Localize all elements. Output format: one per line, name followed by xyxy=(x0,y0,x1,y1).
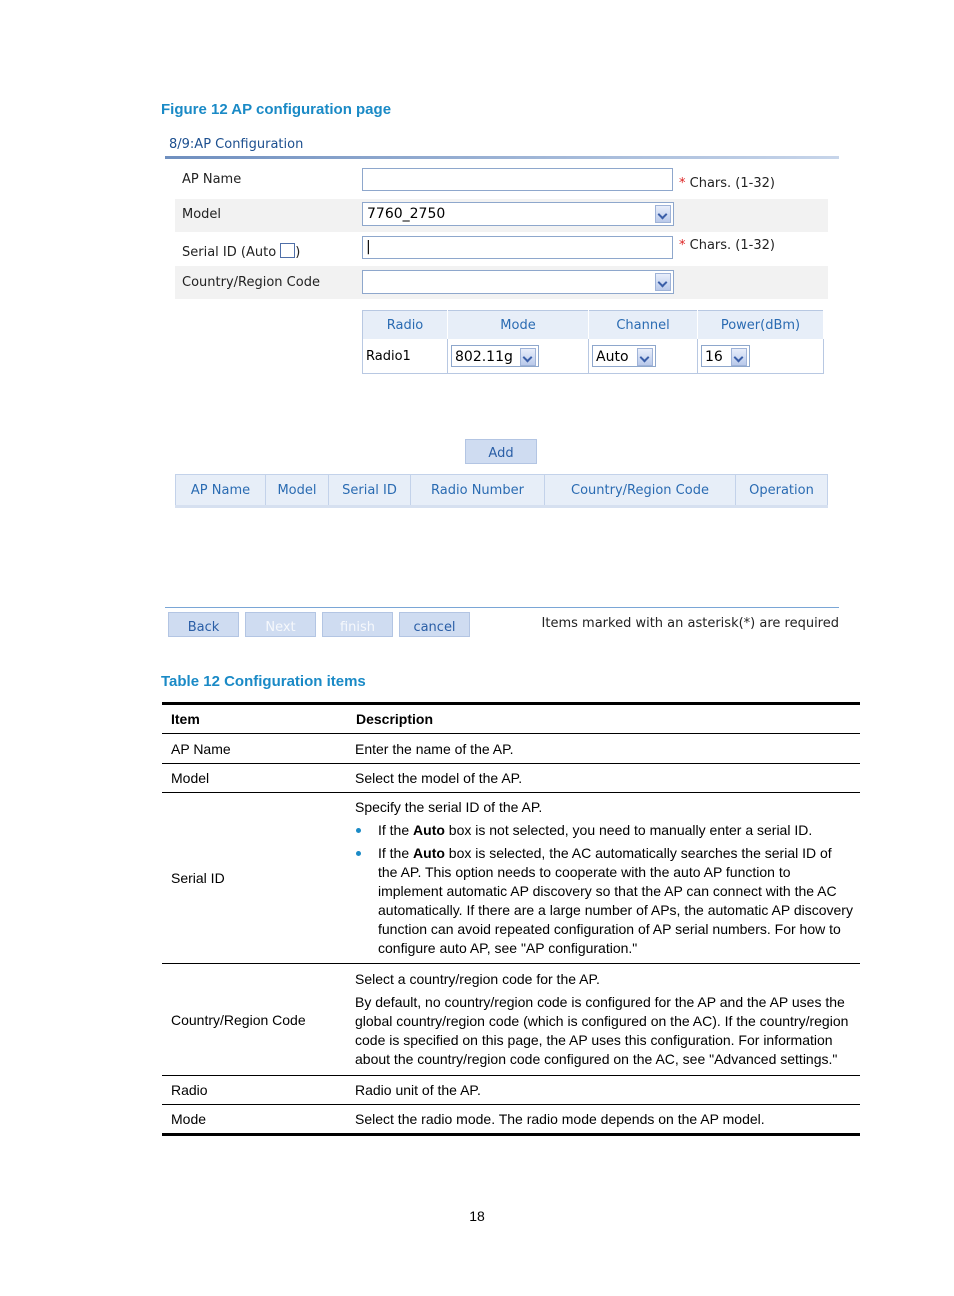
list-header-model[interactable]: Model xyxy=(266,475,329,507)
channel-header: Channel xyxy=(589,311,698,340)
power-cell xyxy=(698,339,824,374)
panel-title: 8/9:AP Configuration xyxy=(169,137,304,152)
list-header-country[interactable]: Country/Region Code xyxy=(545,475,736,507)
back-button[interactable]: Back xyxy=(168,612,239,637)
model-select[interactable] xyxy=(362,202,674,226)
page-number: 18 xyxy=(469,1208,485,1224)
mode-select[interactable]: 802.11g xyxy=(451,345,539,367)
bullet-item: If the Auto box is not selected, you need to manually enter a serial ID. xyxy=(355,821,854,840)
item-cell: Mode xyxy=(162,1105,347,1135)
required-mark: * xyxy=(679,238,686,253)
item-cell: Serial ID xyxy=(162,793,347,964)
finish-button[interactable]: finish xyxy=(322,612,393,637)
radio-cell: Radio1 xyxy=(363,339,448,374)
chevron-down-icon[interactable] xyxy=(520,348,536,366)
radio-header: Radio xyxy=(363,311,448,340)
mode-cell xyxy=(448,339,589,374)
chevron-down-icon[interactable] xyxy=(731,348,747,366)
cancel-button[interactable]: cancel xyxy=(399,612,470,637)
item-cell: Country/Region Code xyxy=(162,964,347,1076)
radio-table xyxy=(362,310,824,374)
desc-cell: Specify the serial ID of the AP. If the Auto box is not selected, you need to manually enter a serial ID. If the Auto box is selected, the AC automatically searches the serial ID of the AP. This option needs to cooperate with the auto AP function to implement automatic AP discovery so that the AP can connect with the AC automatically. If there are a large number of APs, the automatic AP discovery function can avoid repeated configuration of AP serial numbers. For how to configure auto AP, see "AP configuration." xyxy=(347,793,860,964)
item-cell: AP Name xyxy=(162,734,347,764)
channel-cell xyxy=(589,339,698,374)
power-header: Power(dBm) xyxy=(698,311,824,340)
required-mark: * xyxy=(679,176,686,191)
table-row xyxy=(162,764,860,793)
channel-select[interactable]: Auto xyxy=(592,345,656,367)
ap-list-table xyxy=(175,474,828,508)
figure-title: Figure 12 AP configuration page xyxy=(161,101,392,118)
model-value: 7760_2750 xyxy=(367,206,446,222)
ap-name-input[interactable] xyxy=(362,168,673,191)
ap-name-hint: * Chars. (1-32) xyxy=(679,176,775,191)
footer-divider xyxy=(165,607,839,608)
item-cell: Model xyxy=(162,764,347,793)
desc-cell: Enter the name of the AP. xyxy=(347,734,860,764)
table-title: Table 12 Configuration items xyxy=(161,673,366,690)
list-header-ap-name[interactable]: AP Name xyxy=(176,475,266,507)
bullet-item: If the Auto box is selected, the AC automatically searches the serial ID of the AP. This option needs to cooperate with the auto AP function to implement automatic AP discovery so that the AP can connect with the AC automatically. If there are a large number of APs, the automatic AP discovery function can avoid repeated configuration of AP serial numbers. For how to configure auto AP, see "AP configuration." xyxy=(355,844,854,958)
desc-cell: Radio unit of the AP. xyxy=(347,1076,860,1105)
header-item: Item xyxy=(162,704,347,734)
table-row xyxy=(162,793,860,964)
desc-cell: Select the model of the AP. xyxy=(347,764,860,793)
mode-header: Mode xyxy=(448,311,589,340)
serial-hint: * Chars. (1-32) xyxy=(679,238,775,253)
chevron-down-icon[interactable] xyxy=(655,273,671,291)
list-header-serial-id[interactable]: Serial ID xyxy=(329,475,411,507)
table-row xyxy=(162,1076,860,1105)
auto-checkbox[interactable] xyxy=(280,243,295,258)
serial-label: Serial ID (Auto ) xyxy=(182,245,301,260)
ap-name-label: AP Name xyxy=(182,172,242,187)
chevron-down-icon[interactable] xyxy=(655,205,671,223)
list-header-operation[interactable]: Operation xyxy=(736,475,828,507)
table-row xyxy=(162,734,860,764)
config-table xyxy=(162,702,860,1136)
country-label: Country/Region Code xyxy=(182,275,320,290)
panel-divider xyxy=(165,156,839,159)
chevron-down-icon[interactable] xyxy=(637,348,653,366)
next-button[interactable]: Next xyxy=(245,612,316,637)
table-row xyxy=(162,1105,860,1135)
list-header-radio-number[interactable]: Radio Number xyxy=(411,475,545,507)
serial-id-input[interactable] xyxy=(362,236,673,259)
item-cell: Radio xyxy=(162,1076,347,1105)
desc-cell: Select a country/region code for the AP. By default, no country/region code is configured for the AP and the AP uses the global country/region code (which is configured on the AC). If the country/region code is specified on this page, the AP uses this configuration. For information about the country/region code configured on the AC, see "Advanced settings." xyxy=(347,964,860,1076)
model-label: Model xyxy=(182,207,222,222)
text-cursor: | xyxy=(366,239,371,255)
country-select[interactable] xyxy=(362,270,674,294)
power-select[interactable]: 16 xyxy=(701,345,750,367)
desc-cell: Select the radio mode. The radio mode depends on the AP model. xyxy=(347,1105,860,1135)
header-description: Description xyxy=(347,704,860,734)
table-row xyxy=(162,964,860,1076)
required-note: Items marked with an asterisk(*) are required xyxy=(541,616,839,631)
add-button[interactable]: Add xyxy=(465,439,537,464)
